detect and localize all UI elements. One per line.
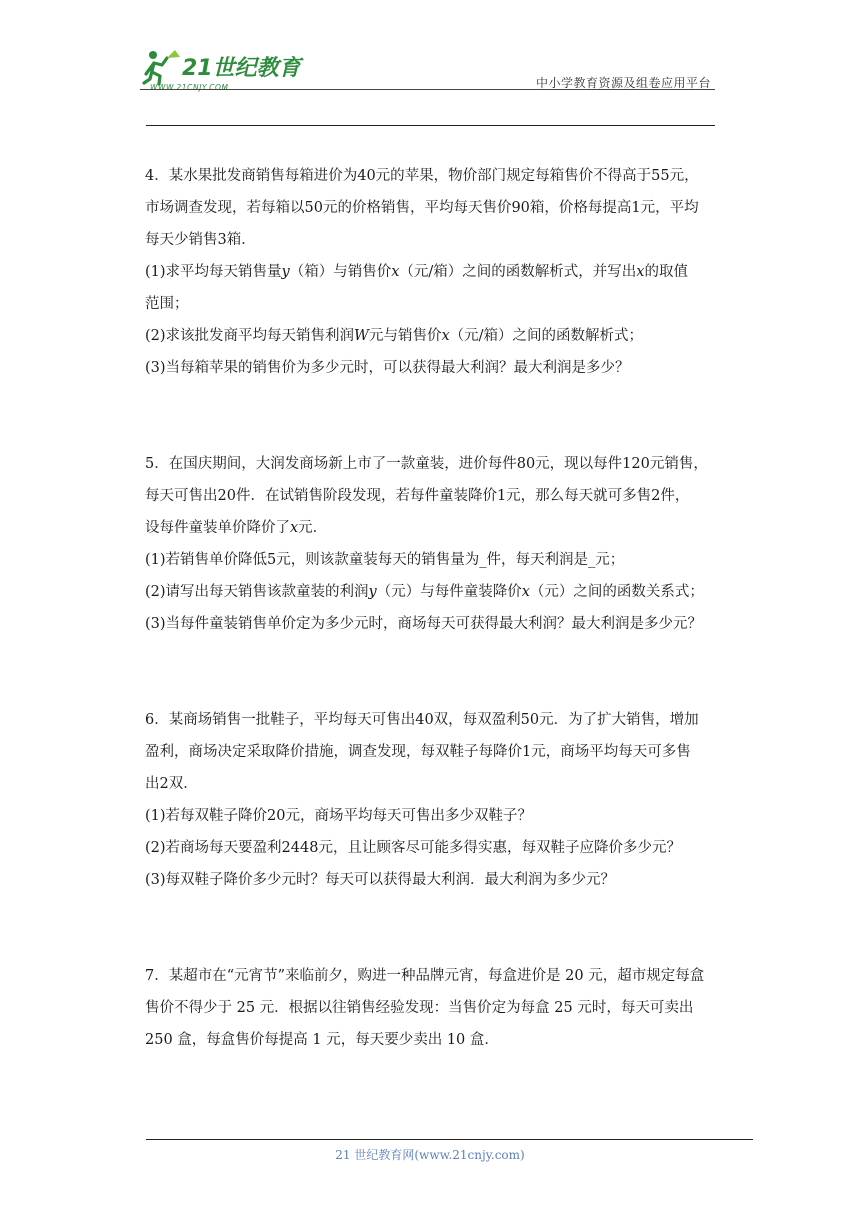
question-5 xyxy=(145,448,723,640)
question-4-part-1-cont: 范围； xyxy=(145,296,189,312)
question-list xyxy=(145,160,723,1056)
question-7-line-2: 售价不得少于 25 元．根据以往销售经验发现：当售价定为每盒 25 元时，每天可卖出 xyxy=(145,1000,694,1016)
question-6 xyxy=(145,704,723,896)
question-7-line-1: 7．某超市在“元宵节”来临前夕，购进一种品牌元宵，每盒进价是 20 元，超市规定每盒 xyxy=(145,968,705,984)
header-divider xyxy=(140,89,715,90)
question-7-line-3: 250 盒，每盒售价每提高 1 元，每天要少卖出 10 盒． xyxy=(145,1032,499,1048)
question-6-line-2: 盈利，商场决定采取降价措施，调查发现，每双鞋子每降价1元，商场平均每天可多售 xyxy=(145,744,691,760)
question-4-line-3: 每天少销售3箱． xyxy=(145,232,256,248)
question-6-part-1: (1)若每双鞋子降价20元，商场平均每天可售出多少双鞋子？ xyxy=(145,808,532,824)
site-logo xyxy=(140,46,310,92)
question-4-part-2: (2)求该批发商平均每天销售利润𝑊元与销售价𝑥（元/箱）之间的函数解析式； xyxy=(145,328,644,344)
platform-name: 中小学教育资源及组卷应用平台 xyxy=(535,76,711,90)
question-6-part-2: (2)若商场每天要盈利2448元，且让顾客尽可能多得实惠，每双鞋子应降价多少元？ xyxy=(145,840,681,856)
question-6-part-3: (3)每双鞋子降价多少元时？每天可以获得最大利润．最大利润为多少元？ xyxy=(145,872,616,888)
question-5-part-3: (3)当每件童装销售单价定为多少元时，商场每天可获得最大利润？最大利润是多少元？ xyxy=(145,616,703,632)
question-5-part-1: (1)若销售单价降低5元，则该款童装每天的销售量为_件，每天利润是_元； xyxy=(145,552,625,568)
question-5-part-2: (2)请写出每天销售该款童装的利润𝑦（元）与每件童装降价𝑥（元）之间的函数关系式； xyxy=(145,584,704,600)
question-4-part-3: (3)当每箱苹果的销售价为多少元时，可以获得最大利润？最大利润是多少？ xyxy=(145,360,630,376)
footer-divider xyxy=(146,1139,753,1140)
question-4-part-1: (1)求平均每天销售量𝑦（箱）与销售价𝑥（元/箱）之间的函数解析式，并写出𝑥的取值 xyxy=(145,264,688,280)
top-divider xyxy=(146,125,715,126)
question-6-line-1: 6．某商场销售一批鞋子，平均每天可售出40双，每双盈利50元．为了扩大销售，增加 xyxy=(145,712,699,728)
question-7 xyxy=(145,960,723,1056)
svg-text:WWW.21CNJY.COM: WWW.21CNJY.COM xyxy=(150,83,229,92)
question-5-line-3: 设每件童装单价降价了𝑥元． xyxy=(145,520,328,536)
page-header xyxy=(140,40,715,92)
question-5-line-2: 每天可售出20件．在试销售阶段发现，若每件童装降价1元，那么每天就可多售2件， xyxy=(145,488,690,504)
question-6-line-3: 出2双． xyxy=(145,776,198,792)
question-4-line-2: 市场调查发现，若每箱以50元的价格销售，平均每天售价90箱，价格每提高1元，平均 xyxy=(145,200,699,216)
question-5-line-1: 5．在国庆期间，大润发商场新上市了一款童装，进价每件80元，现以每件120元销售， xyxy=(145,456,708,472)
page-footer: 21 世纪教育网(www.21cnjy.com) xyxy=(335,1148,525,1162)
question-4-line-1: 4．某水果批发商销售每箱进价为40元的苹果，物价部门规定每箱售价不得高于55元， xyxy=(145,168,699,184)
runner-icon xyxy=(144,50,180,84)
svg-text:21世纪教育: 21世纪教育 xyxy=(182,56,301,81)
question-4 xyxy=(145,160,723,384)
